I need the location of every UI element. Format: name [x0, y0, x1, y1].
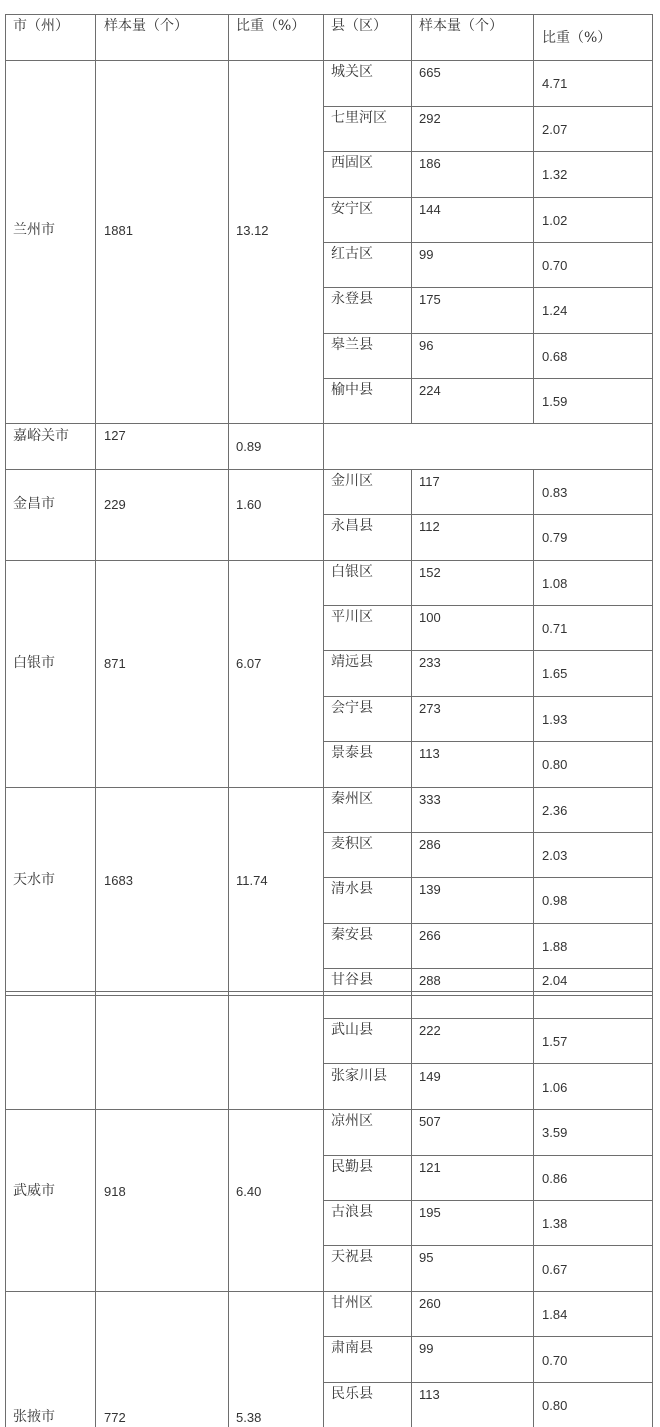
county-sample: 144 [419, 202, 441, 217]
divider [323, 1245, 652, 1246]
county-share: 4.71 [542, 76, 568, 91]
county-share: 0.70 [542, 258, 568, 273]
city-name: 兰州市 [13, 222, 55, 238]
divider [323, 514, 652, 515]
city-sample: 229 [104, 497, 126, 512]
divider [323, 1018, 652, 1019]
county-share: 1.24 [542, 303, 568, 318]
divider [323, 1063, 652, 1064]
county-name: 靖远县 [331, 654, 373, 670]
divider [323, 1200, 652, 1201]
county-name: 民勤县 [331, 1159, 373, 1175]
divider [652, 14, 653, 1427]
divider [323, 197, 652, 198]
divider [323, 1155, 652, 1156]
county-sample: 222 [419, 1023, 441, 1038]
county-sample: 139 [419, 882, 441, 897]
county-sample: 113 [419, 1387, 440, 1402]
county-share: 1.08 [542, 576, 568, 591]
county-share: 0.80 [542, 757, 568, 772]
county-share: 0.68 [542, 349, 568, 364]
county-share: 1.06 [542, 1080, 568, 1095]
city-name: 天水市 [13, 872, 55, 888]
county-sample: 99 [419, 247, 434, 262]
county-sample: 292 [419, 111, 441, 126]
city-share: 13.12 [236, 223, 269, 238]
county-sample: 507 [419, 1114, 441, 1129]
county-sample: 224 [419, 383, 441, 398]
county-sample: 233 [419, 655, 441, 670]
divider [323, 287, 652, 288]
county-share: 1.57 [542, 1034, 568, 1049]
county-sample: 273 [419, 701, 441, 716]
county-name: 景泰县 [331, 745, 373, 761]
county-name: 清水县 [331, 881, 373, 897]
city-sample: 1683 [104, 873, 133, 888]
divider [5, 1109, 652, 1110]
county-share: 0.83 [542, 485, 568, 500]
county-share: 2.07 [542, 122, 568, 137]
divider [411, 14, 412, 423]
county-share: 0.67 [542, 1262, 568, 1277]
county-sample: 117 [419, 474, 440, 489]
divider [323, 832, 652, 833]
county-sample: 149 [419, 1069, 441, 1084]
county-name: 武山县 [331, 1022, 373, 1038]
county-name: 民乐县 [331, 1386, 373, 1402]
divider [5, 560, 652, 561]
divider [323, 378, 652, 379]
header-county-sample: 样本量（个） [419, 18, 503, 34]
city-sample: 772 [104, 1410, 126, 1425]
county-share: 1.32 [542, 167, 568, 182]
county-sample: 152 [419, 565, 441, 580]
county-name: 秦州区 [331, 791, 373, 807]
county-sample: 266 [419, 928, 441, 943]
county-name: 白银区 [331, 564, 373, 580]
divider [323, 650, 652, 651]
divider [5, 469, 652, 470]
divider [323, 696, 652, 697]
county-share: 1.59 [542, 394, 568, 409]
city-sample: 918 [104, 1184, 126, 1199]
divider [411, 469, 412, 1427]
county-name: 秦安县 [331, 927, 373, 943]
city-name: 白银市 [13, 655, 55, 671]
county-name: 甘州区 [331, 1295, 373, 1311]
divider [533, 14, 534, 423]
county-share: 1.88 [542, 939, 568, 954]
county-name: 安宁区 [331, 201, 373, 217]
divider [5, 60, 652, 61]
divider [533, 469, 534, 1427]
divider [323, 151, 652, 152]
county-name: 七里河区 [331, 110, 387, 126]
county-name: 金川区 [331, 473, 373, 489]
divider [323, 333, 652, 334]
divider [323, 877, 652, 878]
county-share: 3.59 [542, 1125, 568, 1140]
county-name: 皋兰县 [331, 337, 373, 353]
city-share: 0.89 [236, 439, 262, 454]
county-share: 1.65 [542, 666, 568, 681]
county-sample: 96 [419, 338, 434, 353]
divider [5, 423, 652, 424]
divider [323, 1382, 652, 1383]
county-sample: 175 [419, 292, 441, 307]
city-sample: 871 [104, 656, 126, 671]
county-share: 1.38 [542, 1216, 568, 1231]
county-share: 0.79 [542, 530, 568, 545]
county-sample: 195 [419, 1205, 441, 1220]
divider [5, 995, 652, 996]
city-share: 6.40 [236, 1184, 262, 1199]
divider [323, 605, 652, 606]
county-name: 凉州区 [331, 1113, 373, 1129]
county-sample: 260 [419, 1296, 441, 1311]
county-share: 2.36 [542, 803, 568, 818]
header-city: 市（州） [13, 18, 69, 34]
divider [5, 14, 652, 15]
city-share: 11.74 [236, 873, 268, 888]
city-sample: 1881 [104, 223, 133, 238]
city-sample: 127 [104, 428, 126, 443]
county-share: 0.86 [542, 1171, 568, 1186]
county-name: 张家川县 [331, 1068, 387, 1084]
divider [5, 787, 652, 788]
county-share: 0.80 [542, 1398, 568, 1413]
divider [323, 1336, 652, 1337]
county-name: 平川区 [331, 609, 373, 625]
county-sample: 333 [419, 792, 441, 807]
county-sample: 112 [419, 519, 440, 534]
county-sample: 186 [419, 156, 441, 171]
header-county: 县（区） [331, 18, 387, 34]
county-sample: 665 [419, 65, 441, 80]
county-name: 永昌县 [331, 518, 373, 534]
county-name: 榆中县 [331, 382, 373, 398]
county-name: 天祝县 [331, 1249, 373, 1265]
city-share: 6.07 [236, 656, 262, 671]
county-name: 西固区 [331, 155, 373, 171]
county-share: 0.71 [542, 621, 568, 636]
county-name: 甘谷县 [331, 972, 373, 988]
header-county-share: 比重（%） [542, 30, 612, 46]
county-sample: 113 [419, 746, 440, 761]
county-sample: 121 [419, 1160, 441, 1175]
divider [323, 923, 652, 924]
county-name: 红古区 [331, 246, 373, 262]
county-name: 古浪县 [331, 1204, 373, 1220]
divider [323, 968, 652, 969]
county-share: 1.02 [542, 213, 568, 228]
divider [5, 1291, 652, 1292]
divider [323, 106, 652, 107]
county-sample: 288 [419, 973, 441, 988]
county-name: 麦积区 [331, 836, 373, 852]
divider [95, 14, 96, 1427]
city-share: 5.38 [236, 1410, 262, 1425]
divider [323, 14, 324, 1427]
divider [323, 242, 652, 243]
city-share: 1.60 [236, 497, 262, 512]
city-name: 嘉峪关市 [13, 428, 69, 444]
county-share: 0.70 [542, 1353, 568, 1368]
county-name: 永登县 [331, 291, 373, 307]
divider [323, 741, 652, 742]
city-name: 武威市 [13, 1183, 55, 1199]
county-sample: 100 [419, 610, 441, 625]
county-share: 0.98 [542, 893, 568, 908]
header-city-sample: 样本量（个） [104, 18, 188, 34]
header-city-share: 比重（%） [236, 18, 306, 34]
county-name: 肃南县 [331, 1340, 373, 1356]
city-name: 张掖市 [13, 1409, 55, 1425]
county-sample: 95 [419, 1250, 434, 1265]
county-share: 1.93 [542, 712, 568, 727]
divider [228, 14, 229, 1427]
city-name: 金昌市 [13, 496, 55, 512]
county-name: 会宁县 [331, 700, 373, 716]
divider [5, 991, 652, 992]
county-sample: 286 [419, 837, 441, 852]
county-share: 2.04 [542, 973, 568, 988]
county-share: 2.03 [542, 848, 568, 863]
county-share: 1.84 [542, 1307, 568, 1322]
divider [5, 14, 6, 1427]
county-name: 城关区 [331, 64, 373, 80]
county-sample: 99 [419, 1341, 434, 1356]
